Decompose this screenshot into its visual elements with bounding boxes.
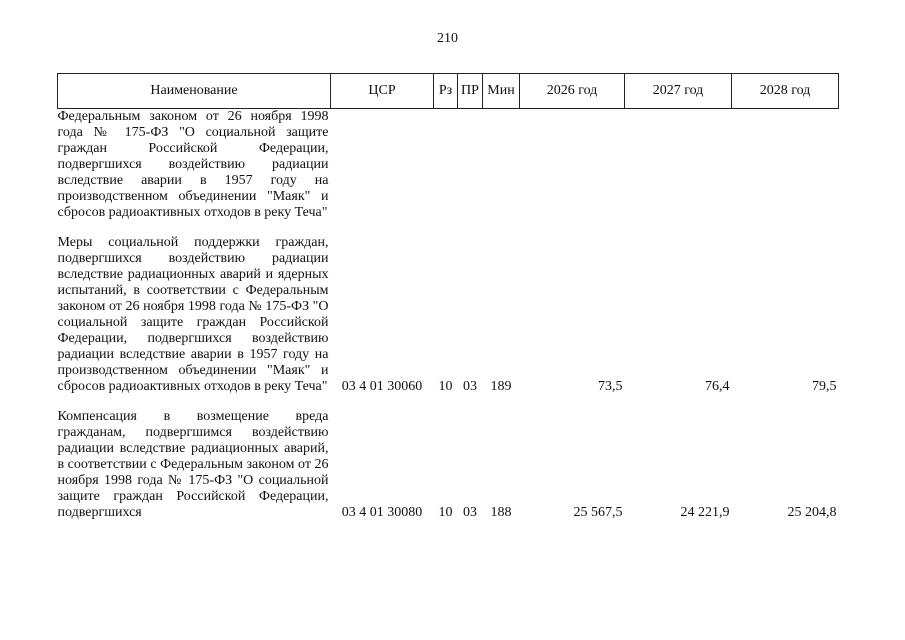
row-rz: 10: [438, 505, 453, 520]
header-2028: 2028 год: [732, 74, 839, 109]
header-2027: 2027 год: [625, 74, 732, 109]
row-2028: 79,5: [812, 379, 837, 394]
row-2027: [625, 109, 732, 222]
row-spacer: [58, 221, 839, 235]
row-2026: [520, 109, 625, 222]
row-2028: 25 204,8: [787, 505, 837, 520]
row-rz: 10: [438, 379, 453, 394]
row-csr: 03 4 01 30080: [341, 505, 423, 520]
row-min: [483, 109, 520, 222]
header-2026: 2026 год: [520, 74, 625, 109]
table-row: [58, 109, 839, 222]
row-pr: 03: [463, 505, 477, 520]
row-csr: 03 4 01 30060: [341, 379, 423, 394]
row-spacer: [58, 395, 839, 409]
table-header-row: [58, 74, 839, 109]
budget-table: [57, 73, 839, 521]
row-name: Меры социальной поддержки граждан, подвергшихся воздействию радиации вследствие радиационных аварий и ядерных испытаний, в соответствии с Федеральным законом от 26 ноября 1998 года № 175-ФЗ "О социальной защите граждан Российской Федерации, подвергшихся воздействию радиации вследствие аварии в 1957 году на производственном объединении "Маяк" и сбросов радиоактивных отходов в реку Теча": [57, 235, 329, 394]
row-min: 189: [490, 379, 512, 394]
row-2027: 76,4: [705, 379, 730, 394]
header-name: Наименование: [58, 74, 331, 109]
table-row: [58, 409, 839, 521]
row-min: 188: [490, 505, 512, 520]
table-row: [58, 235, 839, 395]
row-pr: [458, 109, 483, 222]
header-rz: Рз: [434, 74, 458, 109]
row-name: Компенсация в возмещение вреда гражданам, подвергшимся воздействию радиации вследствие радиационных аварий, в соответствии с Федеральным законом от 26 ноября 1998 года № 175-ФЗ "О социальной защите граждан Российской Федерации, подвергшихся: [57, 409, 329, 520]
row-2027: 24 221,9: [680, 505, 730, 520]
header-min: Мин: [483, 74, 520, 109]
header-pr: ПР: [458, 74, 483, 109]
row-pr: 03: [463, 379, 477, 394]
row-name: Федеральным законом от 26 ноября 1998 года № 175-ФЗ "О социальной защите граждан Российской Федерации, подвергшихся воздействию радиации вследствие аварии в 1957 году на производственном объединении "Маяк" и сбросов радиоактивных отходов в реку Теча": [57, 109, 329, 220]
row-2026: 25 567,5: [573, 505, 623, 520]
row-2028: [732, 109, 839, 222]
row-2026: 73,5: [598, 379, 623, 394]
header-csr: ЦСР: [331, 74, 434, 109]
row-csr: [331, 109, 434, 222]
row-rz: [434, 109, 458, 222]
page-number: 210: [437, 31, 458, 46]
